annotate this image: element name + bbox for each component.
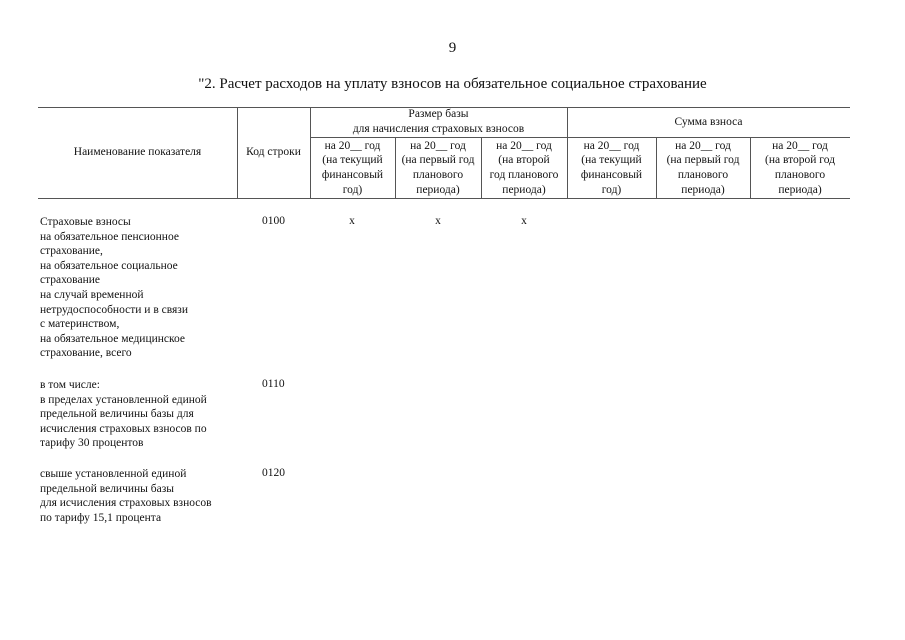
header-period-sum-current: на 20__ год (на текущий финансовый год)	[580, 139, 643, 196]
header-row-code: Код строки	[246, 146, 301, 159]
row-label: в том числе: в пределах установленной единой предельной величины базы для исчисления страховых взносов по тарифу 30 процентов	[40, 379, 207, 450]
header-contribution-sum: Сумма взноса	[674, 115, 743, 128]
header-period-sum-second: на 20__ год (на второй год планового периода)	[765, 139, 835, 196]
page-number: 9	[448, 40, 457, 56]
header-indicator-name: Наименование показателя	[73, 146, 202, 159]
header-base-size: Размер базы для начисления страховых взносов	[352, 108, 525, 135]
row-mark: x	[349, 215, 355, 227]
header-period-base-first: на 20__ год (на первый год планового периода)	[401, 139, 475, 196]
row-mark: x	[435, 215, 441, 227]
row-label: свыше установленной единой предельной величины базы для исчисления страховых взносов по тарифу 15,1 процента	[40, 468, 212, 524]
row-code: 0110	[262, 378, 285, 390]
header-period-sum-first: на 20__ год (на первый год планового периода)	[666, 139, 740, 196]
section-title: "2. Расчет расходов на уплату взносов на обязательное социальное страхование	[198, 76, 707, 92]
row-code: 0100	[262, 215, 285, 227]
header-bottom-rule	[38, 198, 850, 199]
header-period-base-second: на 20__ год (на второй год планового периода)	[489, 139, 559, 196]
row-label: Страховые взносы на обязательное пенсионное страхование, на обязательное социальное страхование на случай временной нетрудоспособности и в связи с материнством, на обязательное медицинское страхование, всего	[40, 216, 188, 360]
row-mark: x	[521, 215, 527, 227]
header-period-base-current: на 20__ год (на текущий финансовый год)	[321, 139, 384, 196]
row-code: 0120	[262, 467, 285, 479]
